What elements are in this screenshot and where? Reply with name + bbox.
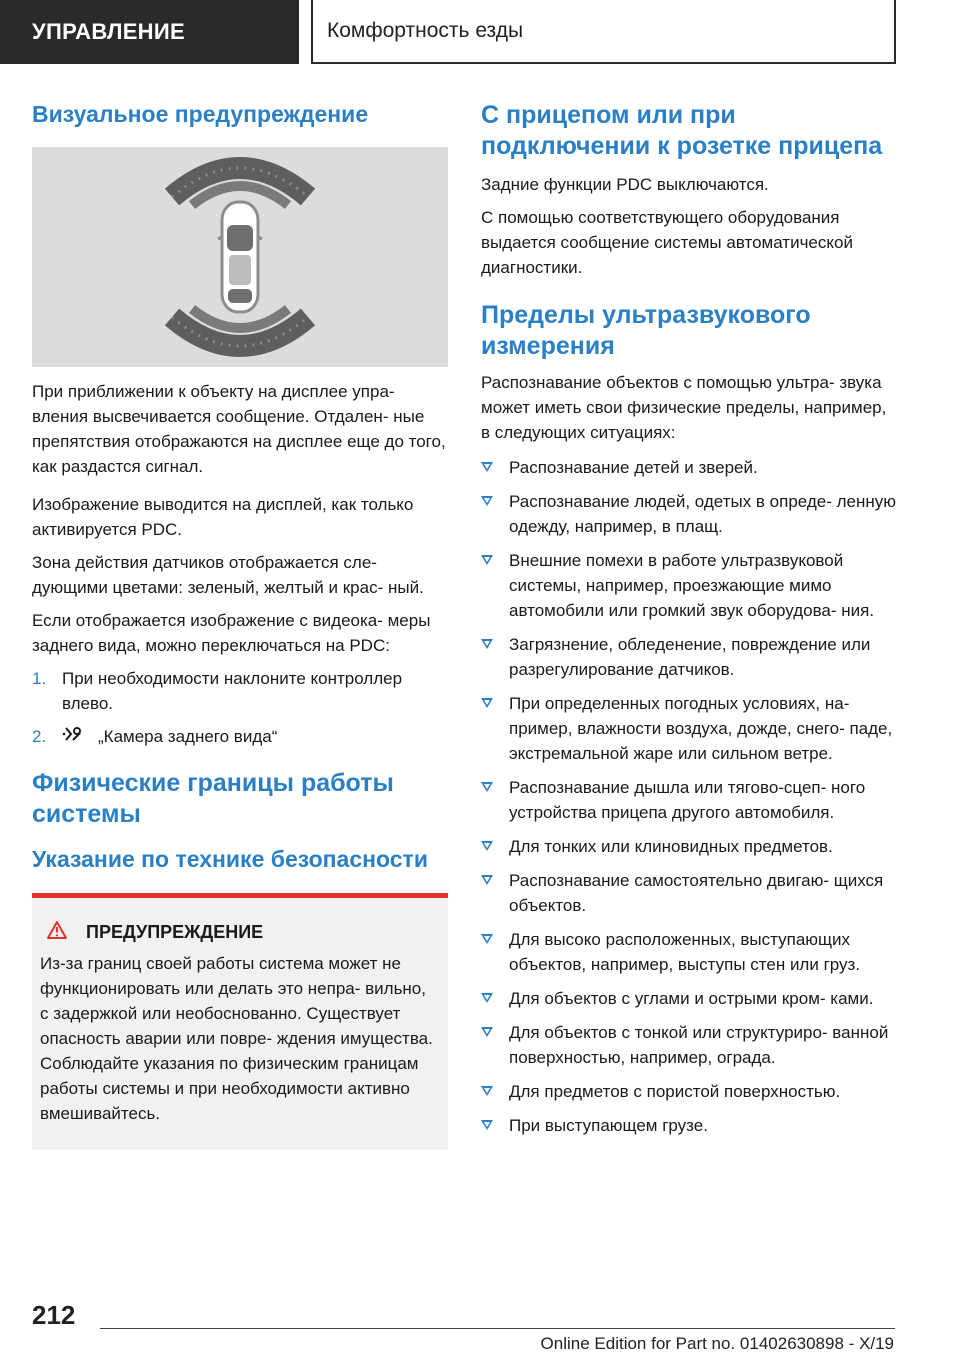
warning-box [32,893,448,1150]
triangle-bullet-icon [481,875,493,885]
list-item [481,834,897,859]
list-item [32,724,448,750]
switch-steps-list [32,666,448,750]
rear-camera-icon [62,725,84,750]
heading-ultrasound-limits: Пределы ультразвукового измерения [481,301,811,360]
pdc-display-figure [32,147,448,367]
list-item-text: Распознавание самостоятельно двигаю- щихся объектов. [509,871,884,915]
list-item-text: Внешние помехи в работе ультразвуковой системы, например, проезжающие мимо автомобили или громкий звук оборудова- ния. [509,551,875,620]
list-item-text: Для предметов с пористой поверхностью. [509,1082,841,1101]
list-item [481,927,897,977]
page-number: 212 [32,1300,76,1330]
header-section-tab [0,0,299,64]
heading-trailer: С прицепом или при подключении к розетке прицепа [481,101,883,160]
list-item-text: Загрязнение, обледенение, повреждение или разрегулирование датчиков. [509,635,871,679]
list-item [481,1079,897,1104]
step-number: 2. [32,727,47,746]
paragraph-visual-4: Если отображается изображение с видеока- меры заднего вида, можно переключаться на PDC: [32,611,431,655]
paragraph-visual-3: Зона действия датчиков отображается сле- дующими цветами: зеленый, желтый и крас- ный. [32,553,424,597]
list-item-text: При определенных погодных условиях, на- пример, влажности воздуха, дожде, снего- паде, экстремальной жаре или сильном ветре. [509,694,893,763]
step-text: При необходимости наклоните контроллер влево. [62,669,403,713]
triangle-bullet-icon [481,993,493,1003]
triangle-bullet-icon [481,462,493,472]
triangle-bullet-icon [481,1027,493,1037]
triangle-bullet-icon [481,698,493,708]
list-item-text: При выступающем грузе. [509,1116,708,1135]
step-number: 1. [32,669,47,688]
list-item [481,691,897,766]
warning-title-row [40,920,438,945]
paragraph-visual-2: Изображение выводится на дисплей, как только активируется PDC. [32,495,414,539]
heading-physical-limits: Физические границы работы системы [32,769,394,829]
list-item-text: Для высоко расположенных, выступающих объектов, например, выступы стен или груз. [509,930,861,974]
list-item [481,1113,897,1138]
triangle-bullet-icon [481,934,493,944]
list-item [481,489,897,539]
triangle-bullet-icon [481,841,493,851]
limits-list [481,455,897,1138]
list-item-text: Для тонких или клиновидных предметов. [509,837,833,856]
list-item-text: Распознавание дышла или тягово-сцеп- ного устройства прицепа другого автомобиля. [509,778,866,822]
step-text: „Камера заднего вида“ [98,727,278,746]
header-chapter-tab [311,0,896,64]
list-item [481,548,897,623]
list-item [481,868,897,918]
paragraph-trailer-2: С помощью соответствующего оборудования выдается сообщение системы автоматической диагностики. [481,208,853,277]
triangle-bullet-icon [481,555,493,565]
footer-divider [100,1328,895,1329]
warning-triangle-icon [46,920,68,945]
triangle-bullet-icon [481,496,493,506]
list-item-text: Для объектов с углами и острыми кром- ками. [509,989,874,1008]
header-section-label: УПРАВЛЕНИЕ [32,19,185,44]
list-item [481,455,897,480]
list-item-text: Распознавание детей и зверей. [509,458,758,477]
list-item [481,632,897,682]
paragraph-trailer-1: Задние функции PDC выключаются. [481,175,769,194]
triangle-bullet-icon [481,639,493,649]
list-item [481,986,897,1011]
triangle-bullet-icon [481,782,493,792]
list-item [32,666,448,716]
left-column [32,100,448,1150]
triangle-bullet-icon [481,1086,493,1096]
pdc-car-illustration [32,147,448,367]
list-item-text: Распознавание людей, одетых в опреде- ленную одежду, например, в плащ. [509,492,897,536]
warning-title: ПРЕДУПРЕЖДЕНИЕ [86,922,264,943]
paragraph-visual-1: При приближении к объекту на дисплее упра- вления высвечивается сообщение. Отдален- ные препятствия отображаются на дисплее еще до того, как раздастся сигнал. [32,382,446,476]
heading-safety-note: Указание по технике безопасности [32,846,428,873]
triangle-bullet-icon [481,1120,493,1130]
list-item-text: Для объектов с тонкой или структуриро- ванной поверхностью, например, ограда. [509,1023,889,1067]
paragraph-ultrasound-intro: Распознавание объектов с помощью ультра- звука может иметь свои физические пределы, например, в следующих ситуациях: [481,373,887,442]
list-item [481,1020,897,1070]
header-chapter-label: Комфортность езды [327,19,524,42]
right-column [481,100,897,1147]
edition-note: Online Edition for Part no. 01402630898 - X/19 [540,1334,894,1353]
warning-text: Из-за границ своей работы система может не функционировать или делать это непра- вильно, с задержкой или необоснованно. Существует опасность аварии или повре- ждения имущества. Соблюдайте указания по физическим границам работы системы и при необходимости активно вмешивайтесь. [40,954,433,1124]
heading-visual-warning: Визуальное предупреждение [32,101,369,127]
list-item [481,775,897,825]
